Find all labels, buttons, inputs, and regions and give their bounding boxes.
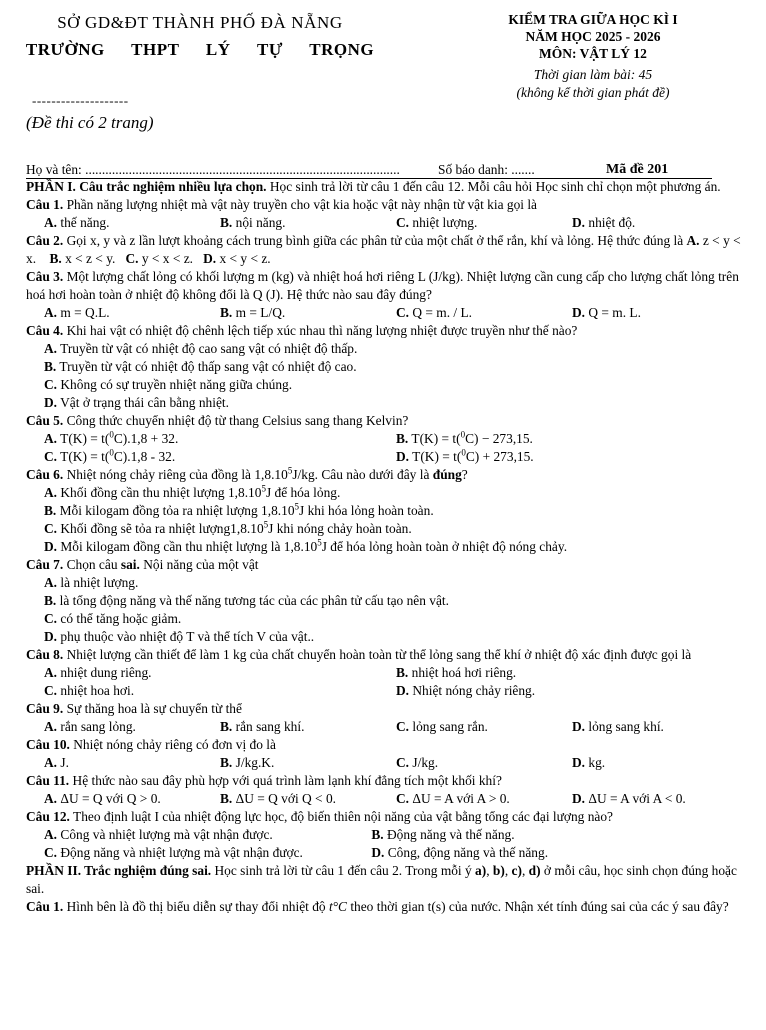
text-fragment: Khối đồng sẽ tỏa ra nhiệt lượng1,8.10 xyxy=(60,521,264,536)
option-c xyxy=(396,214,572,232)
text-fragment: C. xyxy=(396,755,410,770)
text-fragment: T(K) = t( xyxy=(412,449,462,464)
text-fragment: B. xyxy=(220,215,233,230)
text-fragment: , xyxy=(521,863,529,878)
question-10 xyxy=(26,736,748,754)
option-b xyxy=(396,664,748,682)
text-fragment: có thể tăng hoặc giảm. xyxy=(60,611,182,626)
question-5-options-ab xyxy=(26,430,748,448)
text-fragment: D. xyxy=(44,395,58,410)
text-fragment: C. xyxy=(44,845,58,860)
text-fragment: Theo định luật I của nhiệt động lực học, độ biến thiên nội năng của vật bằng tổng các đại lượng nào? xyxy=(69,809,613,824)
text-fragment: B. xyxy=(220,719,233,734)
text-fragment: là tổng động năng và thế năng tương tác của các phân tử cấu tạo nên vật. xyxy=(59,593,449,608)
option-c xyxy=(396,790,572,808)
text-fragment: Truyền từ vật có nhiệt độ cao sang vật có nhiệt độ thấp. xyxy=(60,341,358,356)
text-fragment: Câu 4. xyxy=(26,323,64,338)
text-fragment: C. xyxy=(44,683,58,698)
option-d xyxy=(572,718,748,736)
text-fragment: nhiệt độ. xyxy=(588,215,636,230)
text-fragment: ΔU = A với A < 0. xyxy=(588,791,686,806)
text-fragment: Nhiệt nóng chảy riêng có đơn vị đo là xyxy=(69,737,276,752)
part2-heading xyxy=(26,862,748,898)
question-6 xyxy=(26,466,748,484)
text-fragment: D. xyxy=(203,251,217,266)
part1-heading xyxy=(26,178,748,196)
text-fragment: B. xyxy=(44,503,57,518)
option-d xyxy=(572,214,748,232)
text-fragment: 0 xyxy=(109,429,114,440)
text-fragment: Công và nhiệt lượng mà vật nhận được. xyxy=(60,827,273,842)
divider-dashes: -------------------- xyxy=(32,93,129,108)
text-fragment: Động năng và nhiệt lượng mà vật nhận được. xyxy=(60,845,303,860)
text-fragment: lỏng sang rắn. xyxy=(412,719,488,734)
text-fragment: B. xyxy=(371,827,384,842)
text-fragment: Câu 12. xyxy=(26,809,70,824)
option-d xyxy=(572,304,748,322)
text-fragment: 0 xyxy=(460,429,466,440)
text-fragment: Chọn câu xyxy=(63,557,121,572)
text-fragment: m = Q.L. xyxy=(60,305,110,320)
text-fragment: Q = m. / L. xyxy=(412,305,473,320)
text-fragment: nhiệt hoa hơi. xyxy=(60,683,135,698)
option-b xyxy=(26,502,748,520)
text-fragment: Vật ở trạng thái cân bằng nhiệt. xyxy=(60,395,229,410)
student-info-line xyxy=(26,161,736,179)
text-fragment: ? xyxy=(461,467,468,482)
text-fragment: A. xyxy=(44,485,58,500)
question-12-options-ab xyxy=(26,826,748,844)
option-a xyxy=(26,574,748,592)
question-4 xyxy=(26,322,748,340)
text-fragment: J khi nóng chảy hoàn toàn. xyxy=(268,521,412,536)
question-8-options-cd xyxy=(26,682,748,700)
text-fragment: ở mỗi câu, học sinh chọn đúng hoặc sai. xyxy=(26,863,737,896)
school-year: NĂM HỌC 2025 - 2026 xyxy=(525,29,661,44)
option-b xyxy=(26,358,748,376)
exam-content xyxy=(26,178,748,916)
text-fragment: D. xyxy=(572,755,586,770)
text-fragment: A. xyxy=(44,215,58,230)
question-3 xyxy=(26,268,748,304)
text-fragment: A. xyxy=(44,791,58,806)
text-fragment: Câu 5. xyxy=(26,413,64,428)
text-fragment: T(K) = t( xyxy=(60,449,110,464)
text-fragment: A. xyxy=(44,575,58,590)
option-c xyxy=(44,844,371,862)
option-d xyxy=(572,790,748,808)
text-fragment: , xyxy=(486,863,493,878)
text-fragment: Câu 8. xyxy=(26,647,64,662)
text-fragment: phụ thuộc vào nhiệt độ T và thể tích V của vật.. xyxy=(60,629,315,644)
text-fragment: b) xyxy=(492,863,505,878)
text-fragment: lỏng sang khí. xyxy=(588,719,664,734)
option-b xyxy=(396,430,748,448)
text-fragment: B. xyxy=(396,665,409,680)
text-fragment: J. xyxy=(60,755,69,770)
duration-note: (không kể thời gian phát đề) xyxy=(516,85,670,100)
text-fragment: D. xyxy=(371,845,385,860)
text-fragment: C).1,8 + 32. xyxy=(113,431,179,446)
text-fragment: Phần năng lượng nhiệt mà vật này truyền cho vật kia hoặc vật này nhận từ vật kia gọi là xyxy=(63,197,537,212)
text-fragment: a) xyxy=(475,863,487,878)
header-left xyxy=(0,12,400,62)
text-fragment: Hệ thức nào sau đây phù hợp với quá trình làm lạnh khí đẳng tích một khối khí? xyxy=(69,773,502,788)
text-fragment: rắn sang khí. xyxy=(235,719,305,734)
option-a xyxy=(26,484,748,502)
text-fragment: C. xyxy=(396,791,410,806)
text-fragment: C. xyxy=(396,305,410,320)
text-fragment: A. xyxy=(44,665,58,680)
text-fragment: B. xyxy=(396,431,409,446)
text-fragment: D. xyxy=(396,449,410,464)
text-fragment: ΔU = Q với Q > 0. xyxy=(60,791,161,806)
text-fragment: nhiệt dung riêng. xyxy=(60,665,152,680)
text-fragment: Công thức chuyển nhiệt độ từ thang Celsius sang thang Kelvin? xyxy=(63,413,409,428)
question-5-options-cd xyxy=(26,448,748,466)
school-name: TRƯỜNG THPT LÝ TỰ TRỌNG xyxy=(25,40,375,59)
text-fragment: 5 xyxy=(294,501,300,512)
text-fragment: A. xyxy=(44,755,58,770)
option-a xyxy=(44,718,220,736)
text-fragment: C. xyxy=(44,611,58,626)
question-10-options xyxy=(26,754,748,772)
text-fragment: 5 xyxy=(317,537,322,548)
subject: MÔN: VẬT LÝ 12 xyxy=(539,46,647,61)
text-fragment: Công, động năng và thế năng. xyxy=(387,845,549,860)
text-fragment: B. xyxy=(220,791,233,806)
option-b xyxy=(26,592,748,610)
text-fragment: d) xyxy=(528,863,541,878)
text-fragment: thế năng. xyxy=(60,215,110,230)
text-fragment: theo thời gian t(s) của nước. Nhận xét tính đúng sai của các ý sau đây? xyxy=(346,899,729,914)
question-12-options-cd xyxy=(26,844,748,862)
text-fragment: là nhiệt lượng. xyxy=(60,575,139,590)
text-fragment: nhiệt lượng. xyxy=(412,215,478,230)
option-d xyxy=(396,682,748,700)
exam-code: Mã đề 201 xyxy=(606,162,669,177)
text-fragment: x < y < z. xyxy=(219,251,271,266)
text-fragment: nội năng. xyxy=(235,215,286,230)
option-a xyxy=(44,214,220,232)
text-fragment: 5 xyxy=(263,519,269,530)
text-fragment: Hình bên là đồ thị biểu diễn sự thay đổi nhiệt độ xyxy=(63,899,329,914)
option-d xyxy=(26,538,748,556)
text-fragment: Câu 2. xyxy=(26,233,64,248)
text-fragment: A. xyxy=(44,827,58,842)
question-9 xyxy=(26,700,748,718)
option-a xyxy=(44,754,220,772)
text-fragment: Câu 1. xyxy=(26,899,64,914)
text-fragment: C. xyxy=(396,215,410,230)
text-fragment: Câu 6. xyxy=(26,467,64,482)
option-b xyxy=(220,304,396,322)
text-fragment: rắn sang lỏng. xyxy=(60,719,136,734)
option-a xyxy=(44,304,220,322)
text-fragment: y < x < z. xyxy=(141,251,194,266)
exam-title: KIỂM TRA GIỮA HỌC KÌ I xyxy=(508,12,678,27)
text-fragment: ΔU = A với A > 0. xyxy=(412,791,510,806)
option-b xyxy=(220,214,396,232)
text-fragment: Câu 9. xyxy=(26,701,64,716)
option-b xyxy=(371,826,723,844)
text-fragment: Khối đồng cần thu nhiệt lượng 1,8.10 xyxy=(60,485,262,500)
text-fragment: Không có sự truyền nhiệt năng giữa chúng. xyxy=(60,377,293,392)
student-name-field: Họ và tên: .............................................................................................. xyxy=(26,162,400,177)
page-count-note: (Đề thi có 2 trang) xyxy=(26,113,154,132)
text-fragment: D. xyxy=(44,629,58,644)
text-fragment: T(K) = t( xyxy=(60,431,110,446)
question-11-options xyxy=(26,790,748,808)
text-fragment: A. xyxy=(44,341,58,356)
text-fragment: , xyxy=(504,863,512,878)
option-c xyxy=(396,754,572,772)
text-fragment: C).1,8 - 32. xyxy=(113,449,176,464)
duration: Thời gian làm bài: 45 xyxy=(533,67,653,82)
question-5 xyxy=(26,412,748,430)
option-b xyxy=(220,754,396,772)
text-fragment: D. xyxy=(396,683,410,698)
text-fragment: B. xyxy=(44,359,57,374)
option-b xyxy=(220,718,396,736)
text-fragment: D. xyxy=(572,719,586,734)
text-fragment: C. xyxy=(125,251,139,266)
text-fragment: Một lượng chất lỏng có khối lượng m (kg) và nhiệt hoá hơi riêng L (J/kg). Nhiệt lượng cần cung cấp cho lượng chất lỏng trên hoá hơi hoàn toàn ở nhiệt độ không đổi là Q (J). Hệ thức nào sau đây đúng? xyxy=(26,269,739,302)
option-c xyxy=(44,682,396,700)
text-fragment: T(K) = t( xyxy=(411,431,461,446)
text-fragment: J/kg. xyxy=(412,755,439,770)
text-fragment: x < z < y. xyxy=(65,251,116,266)
text-fragment: Câu 11. xyxy=(26,773,70,788)
text-fragment: J để hóa lỏng. xyxy=(265,485,341,500)
text-fragment: Câu 3. xyxy=(26,269,64,284)
text-fragment: Học sinh trả lời từ câu 1 đến câu 12. Mỗi câu hỏi Học sinh chỉ chọn một phương án. xyxy=(266,179,721,194)
text-fragment: B. xyxy=(44,593,57,608)
text-fragment: Khi hai vật có nhiệt độ chênh lệch tiếp xúc nhau thì năng lượng nhiệt được truyền như thế nào? xyxy=(63,323,578,338)
question-1-options xyxy=(26,214,748,232)
text-fragment: B. xyxy=(220,305,233,320)
text-fragment: Sự thăng hoa là sự chuyển từ thể xyxy=(63,701,242,716)
text-fragment: C. xyxy=(44,521,58,536)
question-7 xyxy=(26,556,748,574)
text-fragment: J/kg. Câu nào dưới đây là xyxy=(292,467,433,482)
text-fragment: 5 xyxy=(287,465,293,476)
text-fragment: c) xyxy=(511,863,522,878)
text-fragment: Nhiệt nóng chảy riêng của đồng là 1,8.10 xyxy=(63,467,288,482)
text-fragment: kg. xyxy=(588,755,606,770)
option-a xyxy=(44,826,371,844)
text-fragment: D. xyxy=(44,539,58,554)
option-c xyxy=(44,448,396,466)
option-c xyxy=(396,304,572,322)
option-d xyxy=(396,448,748,466)
department-name: SỞ GD&ĐT THÀNH PHỐ ĐÀ NẴNG xyxy=(57,13,343,32)
text-fragment: Câu 10. xyxy=(26,737,70,752)
text-fragment: PHẦN I. Câu trắc nghiệm nhiều lựa chọn. xyxy=(26,179,267,194)
candidate-number-field: Số báo danh: ....... xyxy=(438,162,535,177)
text-fragment: đúng xyxy=(432,467,462,482)
text-fragment: Nhiệt nóng chảy riêng. xyxy=(412,683,536,698)
part2-question-1 xyxy=(26,898,748,916)
text-fragment: C. xyxy=(396,719,410,734)
question-1 xyxy=(26,196,748,214)
option-c xyxy=(26,610,748,628)
text-fragment: Câu 7. xyxy=(26,557,64,572)
option-d xyxy=(26,628,748,646)
text-fragment: Học sinh trả lời từ câu 1 đến câu 2. Trong mỗi ý xyxy=(211,863,476,878)
option-a xyxy=(26,340,748,358)
option-c xyxy=(26,376,748,394)
option-d xyxy=(572,754,748,772)
question-11 xyxy=(26,772,748,790)
text-fragment: z < y < x. xyxy=(26,233,741,266)
text-fragment: Nhiệt lượng cần thiết để làm 1 kg của chất chuyển hoàn toàn từ thể lỏng sang thể khí ở nhiệt độ xác định được gọi là xyxy=(63,647,692,662)
text-fragment: A. xyxy=(686,233,700,248)
text-fragment: J khi hóa lỏng hoàn toàn. xyxy=(299,503,434,518)
question-8-options-ab xyxy=(26,664,748,682)
text-fragment: Câu 1. xyxy=(26,197,64,212)
text-fragment: sai. xyxy=(120,557,140,572)
text-fragment: B. xyxy=(220,755,233,770)
text-fragment: 0 xyxy=(109,447,114,458)
text-fragment: PHẦN II. Trắc nghiệm đúng sai. xyxy=(26,863,212,878)
question-12 xyxy=(26,808,748,826)
question-2 xyxy=(26,232,748,268)
text-fragment: D. xyxy=(572,791,586,806)
text-fragment: A. xyxy=(44,305,58,320)
text-fragment: Gọi x, y và z lần lượt khoảng cách trung bình giữa các phân tử của một chất ở thể rắn, khí và lỏng. Hệ thức đúng là xyxy=(63,233,687,248)
text-fragment: 0 xyxy=(461,447,466,458)
option-a xyxy=(44,664,396,682)
text-fragment: C) − 273,15. xyxy=(465,431,533,446)
option-a xyxy=(44,790,220,808)
option-c xyxy=(26,520,748,538)
text-fragment: C. xyxy=(44,449,58,464)
option-a xyxy=(44,430,396,448)
text-fragment: Nội năng của một vật xyxy=(139,557,259,572)
text-fragment: J/kg.K. xyxy=(235,755,275,770)
text-fragment: B. xyxy=(49,251,62,266)
text-fragment: C) + 273,15. xyxy=(465,449,534,464)
header-right xyxy=(420,11,766,102)
option-d xyxy=(26,394,748,412)
text-fragment: A. xyxy=(44,719,58,734)
option-c xyxy=(396,718,572,736)
question-8 xyxy=(26,646,748,664)
text-fragment: Q = m. L. xyxy=(588,305,641,320)
question-3-options xyxy=(26,304,748,322)
text-fragment: D. xyxy=(572,215,586,230)
text-fragment: D. xyxy=(572,305,586,320)
text-fragment: t°C xyxy=(328,899,347,914)
option-b xyxy=(220,790,396,808)
question-9-options xyxy=(26,718,748,736)
text-fragment: Truyền từ vật có nhiệt độ thấp sang vật có nhiệt độ cao. xyxy=(59,359,357,374)
text-fragment: ΔU = Q với Q < 0. xyxy=(235,791,336,806)
text-fragment: Mỗi kilogam đồng tỏa ra nhiệt lượng 1,8.10 xyxy=(59,503,295,518)
text-fragment: m = L/Q. xyxy=(235,305,286,320)
text-fragment: Mỗi kilogam đồng cần thu nhiệt lượng là 1,8.10 xyxy=(60,539,318,554)
text-fragment: 5 xyxy=(261,483,266,494)
text-fragment: nhiệt hoá hơi riêng. xyxy=(411,665,517,680)
text-fragment: A. xyxy=(44,431,58,446)
text-fragment: C. xyxy=(44,377,58,392)
text-fragment: J để hóa lỏng hoàn toàn ở nhiệt độ nóng chảy. xyxy=(321,539,568,554)
text-fragment: Động năng và thế năng. xyxy=(387,827,515,842)
option-d xyxy=(371,844,723,862)
